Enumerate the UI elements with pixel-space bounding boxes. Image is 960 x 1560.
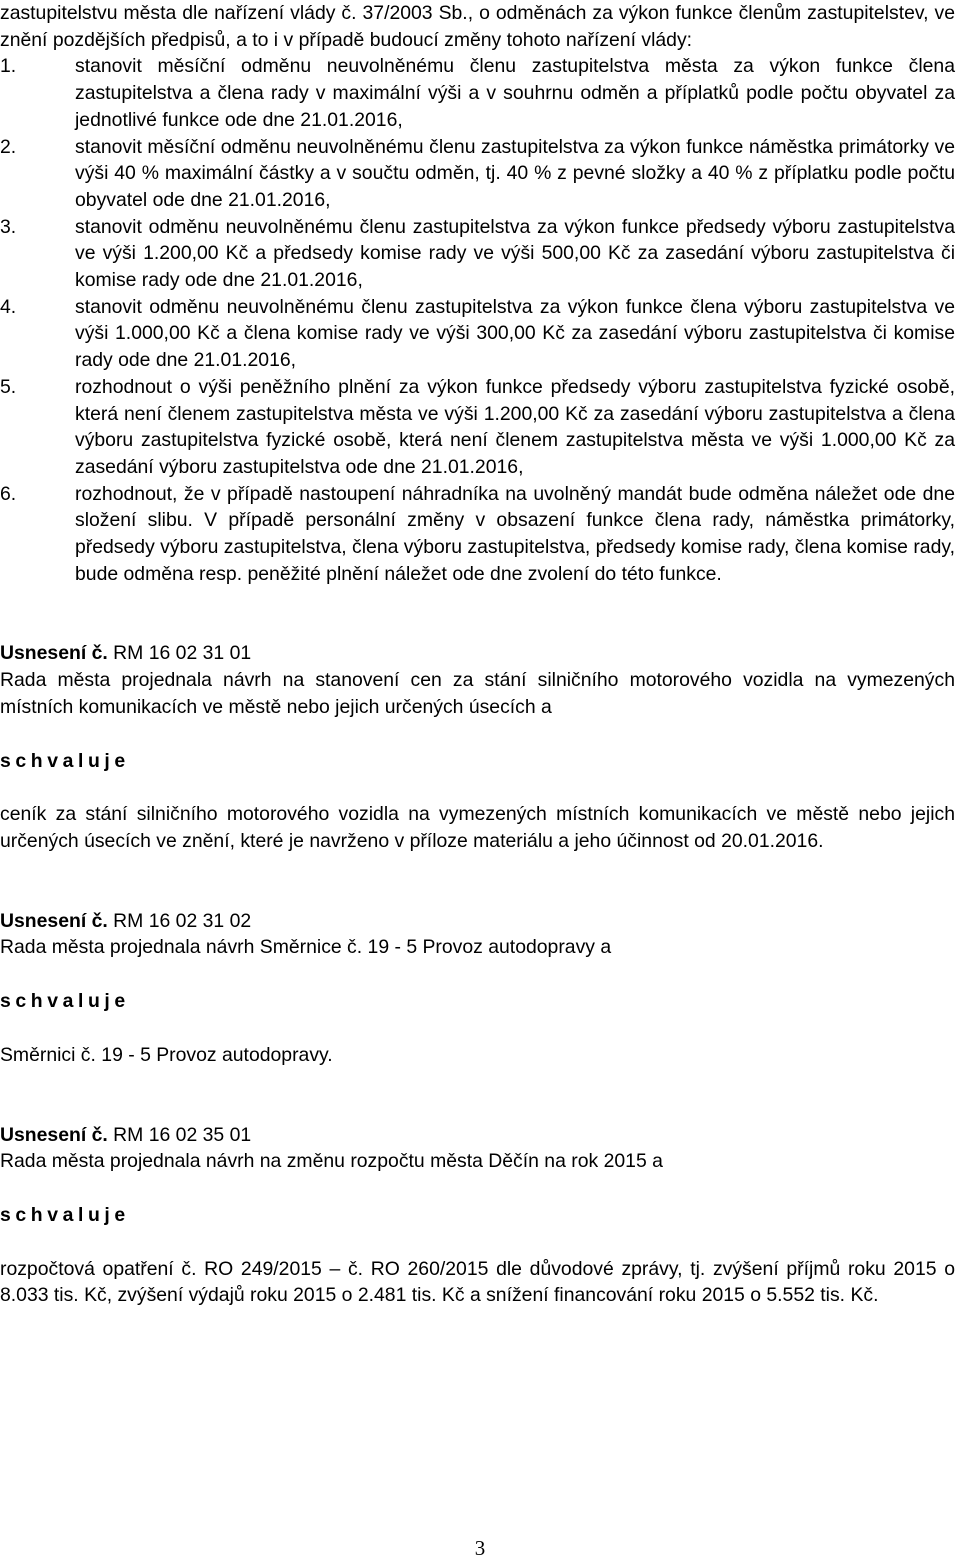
item-text: rozhodnout o výši peněžního plnění za výkon funkce předsedy výboru zastupitelstva fyzické osobě, která není členem zastupitelstva města ve výši 1.200,00 Kč za zasedání výboru zastupitelstva a člena výboru zastupitelstva fyzické osobě, která není členem zastupitelstva města ve výši 1.000,00 Kč za zasedání výboru zastupitelstva ode dne 21.01.2016, [75, 375, 955, 478]
intro-paragraph: zastupitelstvu města dle nařízení vlády č. 37/2003 Sb., o odměnách za výkon funkce členům zastupitelstev, ve znění pozdějších předpisů, a to i v případě budoucí změny tohoto nařízení vlády: [0, 2, 955, 51]
item-number: 2. [0, 135, 17, 158]
item-text: stanovit měsíční odměnu neuvolněnému členu zastupitelstva za výkon funkce náměstka primátorky ve výši 40 % maximální částky a v součtu odměn, tj. 40 % z pevné složky a 40 % z příplatku podle počtu obyvatel ode dne 21.01.2016, [75, 135, 955, 211]
resolution-title [0, 908, 955, 935]
resolution-result: ceník za stání silničního motorového vozidla na vymezených místních komunikacích ve městě nebo jejich určených úsecích ve znění, které je navrženo v příloze materiálu a jeho účinnost od 20.01.2016. [0, 803, 955, 852]
resolution-intro: Rada města projednala návrh na změnu rozpočtu města Děčín na rok 2015 a [0, 1150, 663, 1173]
item-number: 5. [0, 375, 17, 398]
resolution-intro: Rada města projednala návrh Směrnice č. 19 - 5 Provoz autodopravy a [0, 936, 612, 959]
item-number: 3. [0, 215, 17, 238]
decision-list [0, 53, 955, 587]
page-number: 3 [474, 1536, 486, 1560]
resolution-title [0, 640, 955, 667]
resolution-number: RM 16 02 31 02 [113, 909, 252, 932]
item-number: 4. [0, 295, 17, 318]
resolution-intro: Rada města projednala návrh na stanovení cen za stání silničního motorového vozidla na vymezených místních komunikacích ve městě nebo jejich určených úsecích a [0, 669, 955, 718]
item-number: 6. [0, 482, 17, 505]
list-item [0, 481, 955, 588]
resolution-number: RM 16 02 31 01 [113, 642, 252, 665]
item-text: stanovit odměnu neuvolněnému členu zastupitelstva za výkon funkce člena výboru zastupitelstva ve výši 1.000,00 Kč a člena komise rady ve výši 300,00 Kč za zasedání výboru zastupitelstva či komise rady ode dne 21.01.2016, [75, 295, 955, 372]
list-item [0, 294, 955, 374]
resolution-number: RM 16 02 35 01 [113, 1123, 252, 1146]
resolution-title [0, 1122, 955, 1149]
resolution-label: Usnesení č. [0, 909, 108, 932]
item-text: rozhodnout, že v případě nastoupení náhradníka na uvolněný mandát bude odměna náležet ode dne složení slibu. V případě personální změny v obsazení funkce člena rady, náměstka primátorky, předsedy výboru zastupitelstva, člena výboru zastupitelstva, předsedy komise rady, člena komise rady, bude odměna resp. peněžité plnění náležet ode dne zvolení do této funkce. [75, 482, 955, 585]
resolution-verb: schvaluje [0, 990, 130, 1013]
resolution-verb: schvaluje [0, 749, 130, 772]
resolution-label: Usnesení č. [0, 1123, 108, 1146]
resolution-result: rozpočtová opatření č. RO 249/2015 – č. RO 260/2015 dle důvodové zprávy, tj. zvýšení příjmů roku 2015 o 8.033 tis. Kč, zvýšení výdajů roku 2015 o 2.481 tis. Kč a snížení financování roku 2015 o 5.552 tis. Kč. [0, 1257, 955, 1307]
item-text: stanovit odměnu neuvolněnému členu zastupitelstva za výkon funkce předsedy výboru zastupitelstva ve výši 1.200,00 Kč a předsedy komise rady ve výši 500,00 Kč za zasedání výboru zastupitelstva či komise rady ode dne 21.01.2016, [75, 215, 955, 292]
list-item [0, 53, 955, 133]
list-item [0, 134, 955, 214]
list-item [0, 374, 955, 481]
resolution-result: Směrnici č. 19 - 5 Provoz autodopravy. [0, 1043, 333, 1066]
list-item [0, 214, 955, 294]
item-number: 1. [0, 55, 17, 78]
resolution-label: Usnesení č. [0, 642, 108, 665]
item-text: stanovit měsíční odměnu neuvolněnému členu zastupitelstva města za výkon funkce člena zastupitelstva a člena rady v maximální výši a v souhrnu odměn a příplatků podle počtu obyvatel za jednotlivé funkce ode dne 21.01.2016, [75, 55, 955, 131]
resolution-verb: schvaluje [0, 1203, 130, 1226]
